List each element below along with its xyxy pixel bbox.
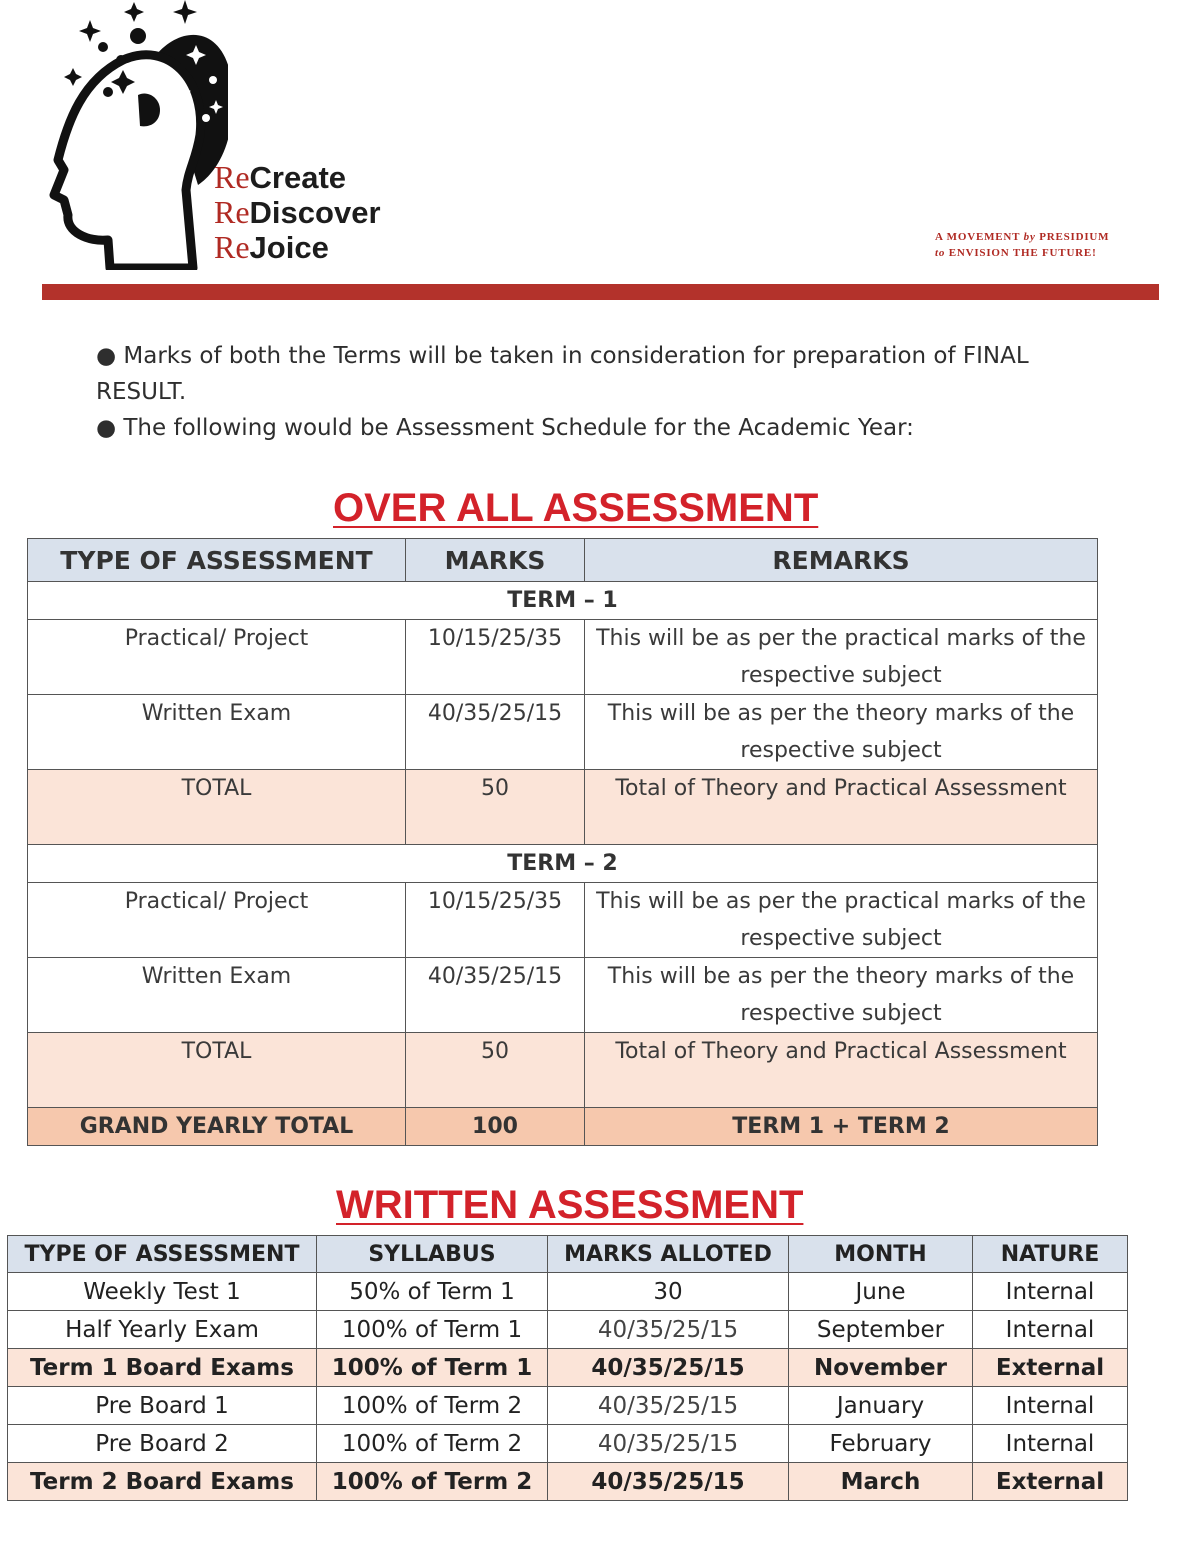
table-row-highlighted (8, 1463, 1128, 1501)
cell-type: Written Exam (28, 695, 406, 770)
cell-type: Written Exam (28, 958, 406, 1033)
term-1-row (28, 582, 1098, 620)
cell-nature: External (973, 1463, 1128, 1501)
cell-nature: External (973, 1349, 1128, 1387)
cell-marks: 40/35/25/15 (406, 695, 585, 770)
cell-remarks: Total of Theory and Practical Assessment (585, 1033, 1098, 1108)
grand-total-row (28, 1108, 1098, 1146)
cell-marks: 100 (406, 1108, 585, 1146)
cell-marks: 40/35/25/15 (548, 1387, 789, 1425)
overall-assessment-heading: OVER ALL ASSESSMENT (333, 486, 819, 530)
cell-marks: 10/15/25/35 (406, 883, 585, 958)
cell-month: March (789, 1463, 973, 1501)
header-divider-bar (42, 284, 1159, 300)
cell-type: TOTAL (28, 1033, 406, 1108)
table-header-row (28, 539, 1098, 582)
tagline-line-1: A MOVEMENT by PRESIDIUM (935, 231, 1110, 243)
cell-nature: Internal (973, 1387, 1128, 1425)
column-header-marks: MARKS (406, 539, 585, 582)
cell-syllabus: 50% of Term 1 (317, 1273, 548, 1311)
term-2-row (28, 845, 1098, 883)
bullet-schedule: ● The following would be Assessment Schedule for the Academic Year: (96, 415, 914, 441)
intro-bullets (96, 338, 1106, 446)
cell-marks: 40/35/25/15 (548, 1463, 789, 1501)
cell-syllabus: 100% of Term 2 (317, 1387, 548, 1425)
cell-syllabus: 100% of Term 2 (317, 1425, 548, 1463)
cell-type: Half Yearly Exam (8, 1311, 317, 1349)
cell-type: Term 1 Board Exams (8, 1349, 317, 1387)
cell-remarks: This will be as per the theory marks of the respective subject (585, 958, 1098, 1033)
tagline (935, 229, 1109, 261)
table-row (28, 883, 1098, 958)
cell-month: June (789, 1273, 973, 1311)
cell-syllabus: 100% of Term 1 (317, 1311, 548, 1349)
written-assessment-heading: WRITTEN ASSESSMENT (336, 1183, 804, 1227)
column-header-type: TYPE OF ASSESSMENT (8, 1236, 317, 1273)
brand-line-rejoice: ReJoice (214, 229, 329, 265)
brand-wordmark (214, 160, 381, 265)
cell-marks: 30 (548, 1273, 789, 1311)
column-header-type: TYPE OF ASSESSMENT (28, 539, 406, 582)
table-row (8, 1273, 1128, 1311)
table-row (28, 958, 1098, 1033)
cell-marks: 40/35/25/15 (548, 1425, 789, 1463)
cell-remarks: This will be as per the practical marks of the respective subject (585, 620, 1098, 695)
cell-type: TOTAL (28, 770, 406, 845)
term-2-total-row (28, 1033, 1098, 1108)
column-header-remarks: REMARKS (585, 539, 1098, 582)
cell-month: January (789, 1387, 973, 1425)
overall-assessment-table (27, 538, 1098, 1146)
cell-type: Pre Board 2 (8, 1425, 317, 1463)
column-header-nature: NATURE (973, 1236, 1128, 1273)
term-2-label: TERM – 2 (28, 845, 1098, 883)
table-row (28, 620, 1098, 695)
table-header-row (8, 1236, 1128, 1273)
head-logo-icon (28, 0, 228, 270)
cell-type: GRAND YEARLY TOTAL (28, 1108, 406, 1146)
table-row (8, 1425, 1128, 1463)
tagline-line-2: to ENVISION THE FUTURE! (935, 247, 1097, 259)
written-assessment-table (7, 1235, 1128, 1501)
cell-type: Practical/ Project (28, 620, 406, 695)
brand-line-recreate: ReCreate (214, 159, 347, 195)
cell-type: Practical/ Project (28, 883, 406, 958)
cell-nature: Internal (973, 1273, 1128, 1311)
cell-marks: 40/35/25/15 (548, 1349, 789, 1387)
cell-marks: 10/15/25/35 (406, 620, 585, 695)
cell-marks: 40/35/25/15 (406, 958, 585, 1033)
table-row-highlighted (8, 1349, 1128, 1387)
brand-logo (28, 0, 468, 270)
term-1-total-row (28, 770, 1098, 845)
cell-type: Weekly Test 1 (8, 1273, 317, 1311)
cell-marks: 50 (406, 1033, 585, 1108)
cell-remarks: Total of Theory and Practical Assessment (585, 770, 1098, 845)
table-row (8, 1387, 1128, 1425)
cell-marks: 50 (406, 770, 585, 845)
cell-marks: 40/35/25/15 (548, 1311, 789, 1349)
cell-month: February (789, 1425, 973, 1463)
column-header-marks-alloted: MARKS ALLOTED (548, 1236, 789, 1273)
cell-nature: Internal (973, 1425, 1128, 1463)
brand-line-rediscover: ReDiscover (214, 194, 381, 230)
table-row (8, 1311, 1128, 1349)
cell-remarks: This will be as per the theory marks of the respective subject (585, 695, 1098, 770)
cell-remarks: TERM 1 + TERM 2 (585, 1108, 1098, 1146)
cell-month: September (789, 1311, 973, 1349)
cell-syllabus: 100% of Term 2 (317, 1463, 548, 1501)
cell-type: Term 2 Board Exams (8, 1463, 317, 1501)
cell-month: November (789, 1349, 973, 1387)
column-header-month: MONTH (789, 1236, 973, 1273)
cell-nature: Internal (973, 1311, 1128, 1349)
table-row (28, 695, 1098, 770)
bullet-final-result: ● Marks of both the Terms will be taken in consideration for preparation of FINAL RESULT. (96, 343, 1029, 405)
cell-remarks: This will be as per the practical marks of the respective subject (585, 883, 1098, 958)
cell-syllabus: 100% of Term 1 (317, 1349, 548, 1387)
term-1-label: TERM – 1 (28, 582, 1098, 620)
cell-type: Pre Board 1 (8, 1387, 317, 1425)
column-header-syllabus: SYLLABUS (317, 1236, 548, 1273)
